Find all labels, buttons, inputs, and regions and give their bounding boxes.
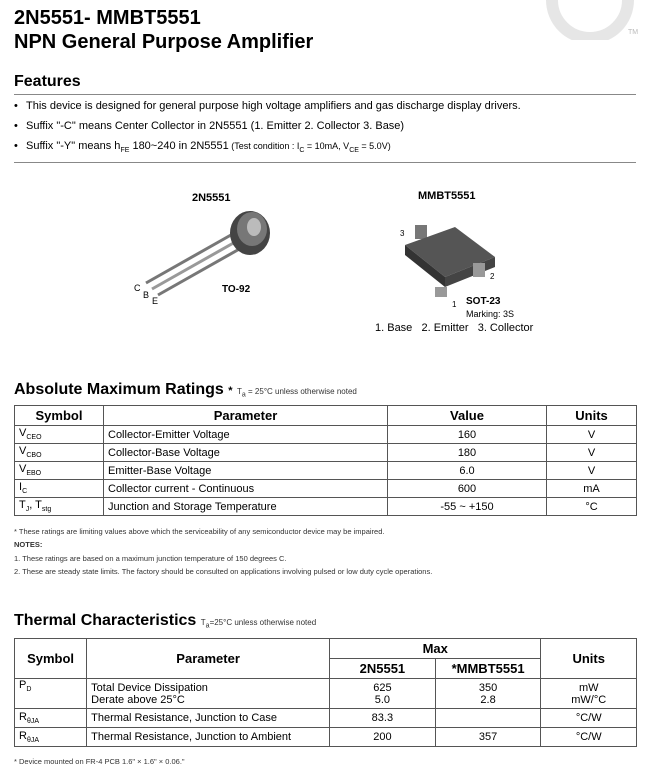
note-1: 1. These ratings are based on a maximum junction temperature of 150 degrees C. (14, 554, 287, 563)
table-row: $V_{EBO}$ Emitter-Base Voltage 6.0 V (15, 462, 637, 480)
divider (14, 162, 636, 163)
package-left-type: TO-92 (222, 284, 251, 295)
abs-max-heading: Absolute Maximum Ratings * $T_a = 25^\circ C$ unless otherwise noted (14, 381, 357, 399)
feature-item: • Suffix "-Y" means $h_{FE}$ 180~240 in 2N5551 (Test condition : $I_C = 10mA$, $V_{CE} = 5.0V$) (14, 140, 391, 155)
thermal-heading: Thermal Characteristics $T_a=25^\circ C$ unless otherwise noted (14, 612, 317, 630)
brand-logo (540, 0, 650, 40)
page-title-part-number: 2N5551- MMBT5551 (14, 7, 201, 29)
table-row: $P_D$ Total Device Dissipation Derate above 25°C 625 5.0 350 2.8 mW mW/°C (15, 679, 637, 709)
col-header-units: Units (547, 406, 637, 426)
col-header-parameter: Parameter (104, 406, 388, 426)
table-row: $R_{\theta JA}$ Thermal Resistance, Junction to Case 83.3 °C/W (15, 709, 637, 728)
sot23-pin-2: 2 (490, 272, 495, 281)
thermal-footnote: * Device mounted on FR-4 PCB 1.6" × 1.6" × 0.06." (14, 757, 185, 766)
table-row: $I_C$ Collector current - Continuous 600 mA (15, 480, 637, 498)
col-header-2n5551: 2N5551 (330, 659, 436, 679)
abs-max-table (14, 405, 637, 516)
col-header-max: Max (330, 639, 541, 659)
table-row: $R_{\theta JA}$ Thermal Resistance, Junction to Ambient 200 357 °C/W (15, 728, 637, 747)
col-header-symbol: Symbol (15, 639, 87, 679)
pin-label-e: E (152, 296, 159, 306)
table-row: $T_J$, $T_{stg}$ Junction and Storage Temperature -55 ~ +150 °C (15, 498, 637, 516)
feature-item: • This device is designed for general purpose high voltage amplifiers and gas discharge display drivers. (14, 100, 521, 112)
notes-heading: NOTES: (14, 540, 43, 549)
abs-max-footnote: * These ratings are limiting values above which the serviceability of any semiconductor device may be impaired. (14, 527, 385, 536)
col-header-parameter: Parameter (87, 639, 330, 679)
trademark-mark: TM (628, 29, 639, 36)
sot23-package-drawing (395, 215, 505, 305)
pin-label-b: B (143, 290, 150, 300)
thermal-table (14, 638, 637, 747)
note-2: 2. These are steady state limits. The factory should be consulted on applications involving pulsed or low duty cycle operations. (14, 567, 433, 576)
feature-item: • Suffix "-C" means Center Collector in 2N5551 (1. Emitter 2. Collector 3. Base) (14, 120, 405, 132)
table-row: $V_{CBO}$ Collector-Base Voltage 180 V (15, 444, 637, 462)
sot23-pin-1: 1 (452, 300, 457, 309)
table-row: $V_{CEO}$ Collector-Emitter Voltage 160 V (15, 426, 637, 444)
col-header-value: Value (388, 406, 547, 426)
package-right-type: SOT-23 (466, 296, 501, 307)
col-header-symbol: Symbol (15, 406, 104, 426)
sot23-pin-3: 3 (400, 229, 405, 238)
sot23-pin-caption: 1. Base 2. Emitter 3. Collector (375, 322, 534, 334)
features-heading: Features (14, 73, 81, 90)
page-title-description: NPN General Purpose Amplifier (14, 31, 314, 53)
package-right-name: MMBT5551 (418, 190, 476, 202)
package-marking: Marking: 3S (466, 309, 515, 319)
pin-label-c: C (134, 283, 141, 293)
divider (14, 94, 636, 95)
package-left-name: 2N5551 (192, 192, 231, 204)
col-header-units: Units (541, 639, 637, 679)
col-header-mmbt5551: *MMBT5551 (435, 659, 541, 679)
